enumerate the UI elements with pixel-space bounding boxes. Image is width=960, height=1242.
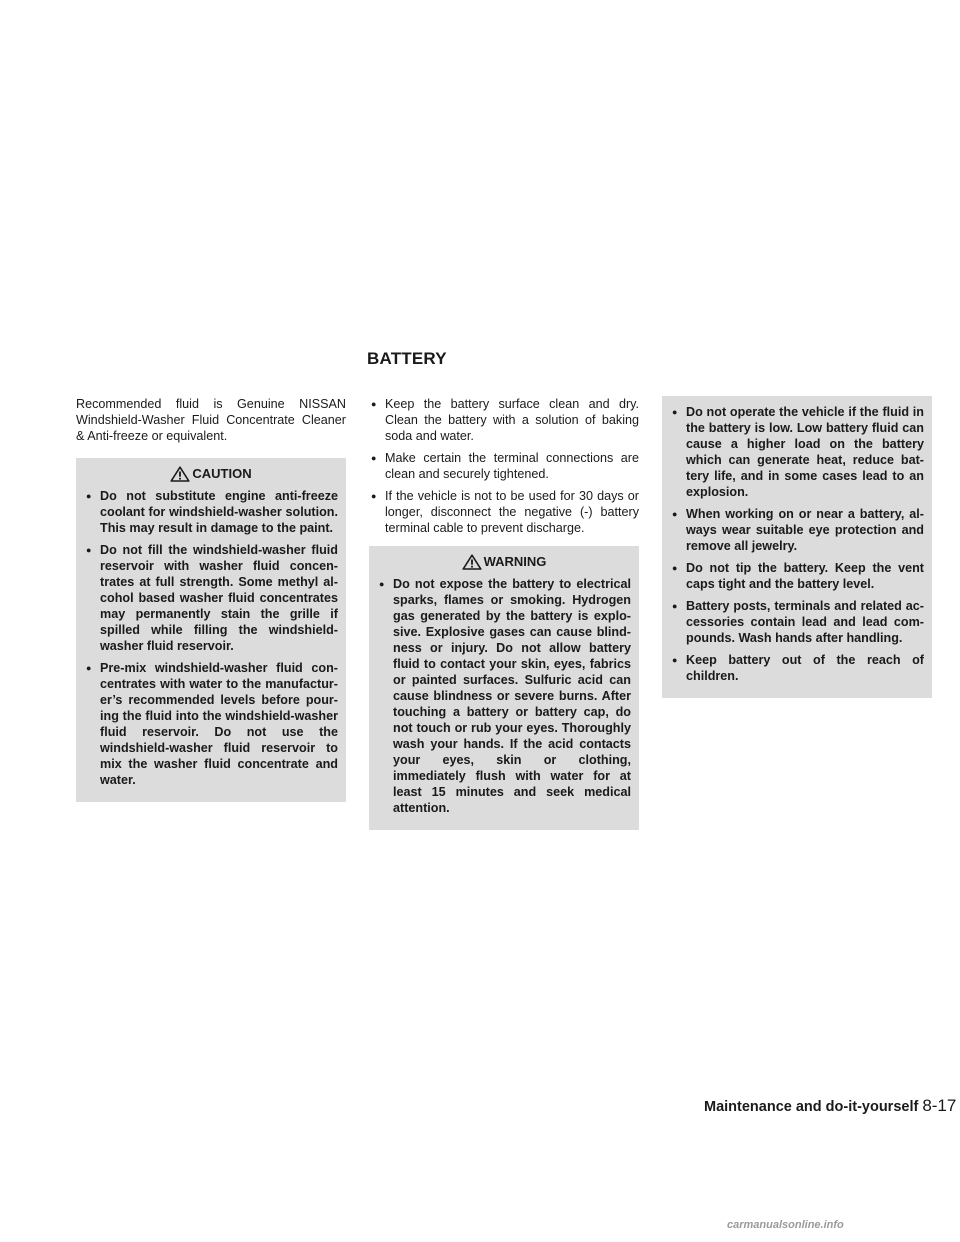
warning-label: WARNING [483, 554, 547, 569]
list-item: ● Do not operate the vehicle if the fluid in the battery is low. Low battery fluid can cause a higher load on the battery which can generate heat, reduce bat-tery life, and in some cases lead to an explosion. [670, 404, 924, 500]
warning-box [369, 546, 639, 830]
list-item: ● Battery posts, terminals and related ac-cessories contain lead and lead com-pounds. Wash hands after handling. [670, 598, 924, 646]
warning-box-continued [662, 396, 932, 698]
list-item: ● Do not expose the battery to electrical sparks, flames or smoking. Hydrogen gas generated by the battery is explo-sive. Explosive gases can cause blind-ness or injury. Do not allow battery fluid to contact your skin, eyes, fabrics or painted surfaces. Sulfuric acid can cause blindness or severe burns. After touching a battery or battery cap, do not touch or rub your eyes. Thoroughly wash your hands. If the acid contacts your eyes, skin or clothing, immediately flush with water for at least 15 minutes and seek medical attention. [377, 576, 631, 816]
list-item: ● Make certain the terminal connections are clean and securely tightened. [369, 450, 639, 482]
list-item: ● Pre-mix windshield-washer fluid con-centrates with water to the manufactur-er’s recommended levels before pour-ing the fluid into the windshield-washer fluid reservoir. Do not use the windshield-washer fluid reservoir to mix the washer fluid concentrate and water. [84, 660, 338, 788]
intro-paragraph: Recommended fluid is Genuine NISSAN Windshield-Washer Fluid Concentrate Cleaner & Anti-freeze or equivalent. [76, 397, 346, 443]
page-number: 8-17 [922, 1096, 957, 1115]
column-3 [662, 396, 932, 698]
section-title: BATTERY [367, 349, 447, 368]
chapter-title: Maintenance and do-it-yourself [704, 1099, 919, 1115]
list-item: ● Do not substitute engine anti-freeze coolant for windshield-washer solution. This may result in damage to the paint. [84, 488, 338, 536]
list-item: ● Keep battery out of the reach of children. [670, 652, 924, 684]
caution-header [84, 458, 338, 488]
caution-icon [170, 466, 190, 482]
caution-list [84, 488, 338, 788]
column-1 [76, 396, 346, 802]
warning-list-continued [670, 404, 924, 684]
battery-care-list [369, 396, 639, 536]
warning-icon [462, 554, 482, 570]
list-item: ● When working on or near a battery, al-ways wear suitable eye protection and remove all jewelry. [670, 506, 924, 554]
warning-header [377, 546, 631, 576]
warning-list [377, 576, 631, 816]
list-item: ● If the vehicle is not to be used for 30 days or longer, disconnect the negative (-) battery terminal cable to prevent discharge. [369, 488, 639, 536]
list-item: ● Keep the battery surface clean and dry. Clean the battery with a solution of baking soda and water. [369, 396, 639, 444]
list-item: ● Do not tip the battery. Keep the vent caps tight and the battery level. [670, 560, 924, 592]
caution-box [76, 458, 346, 802]
column-2 [369, 396, 639, 830]
caution-label: CAUTION [192, 466, 252, 481]
page-footer [704, 1096, 956, 1116]
watermark: carmanualsonline.info [727, 1219, 844, 1231]
list-item: ● Do not fill the windshield-washer fluid reservoir with washer fluid concen-trates at full strength. Some methyl al-cohol based washer fluid concentrates may permanently stain the grille if spilled while filling the windshield-washer fluid reservoir. [84, 542, 338, 654]
